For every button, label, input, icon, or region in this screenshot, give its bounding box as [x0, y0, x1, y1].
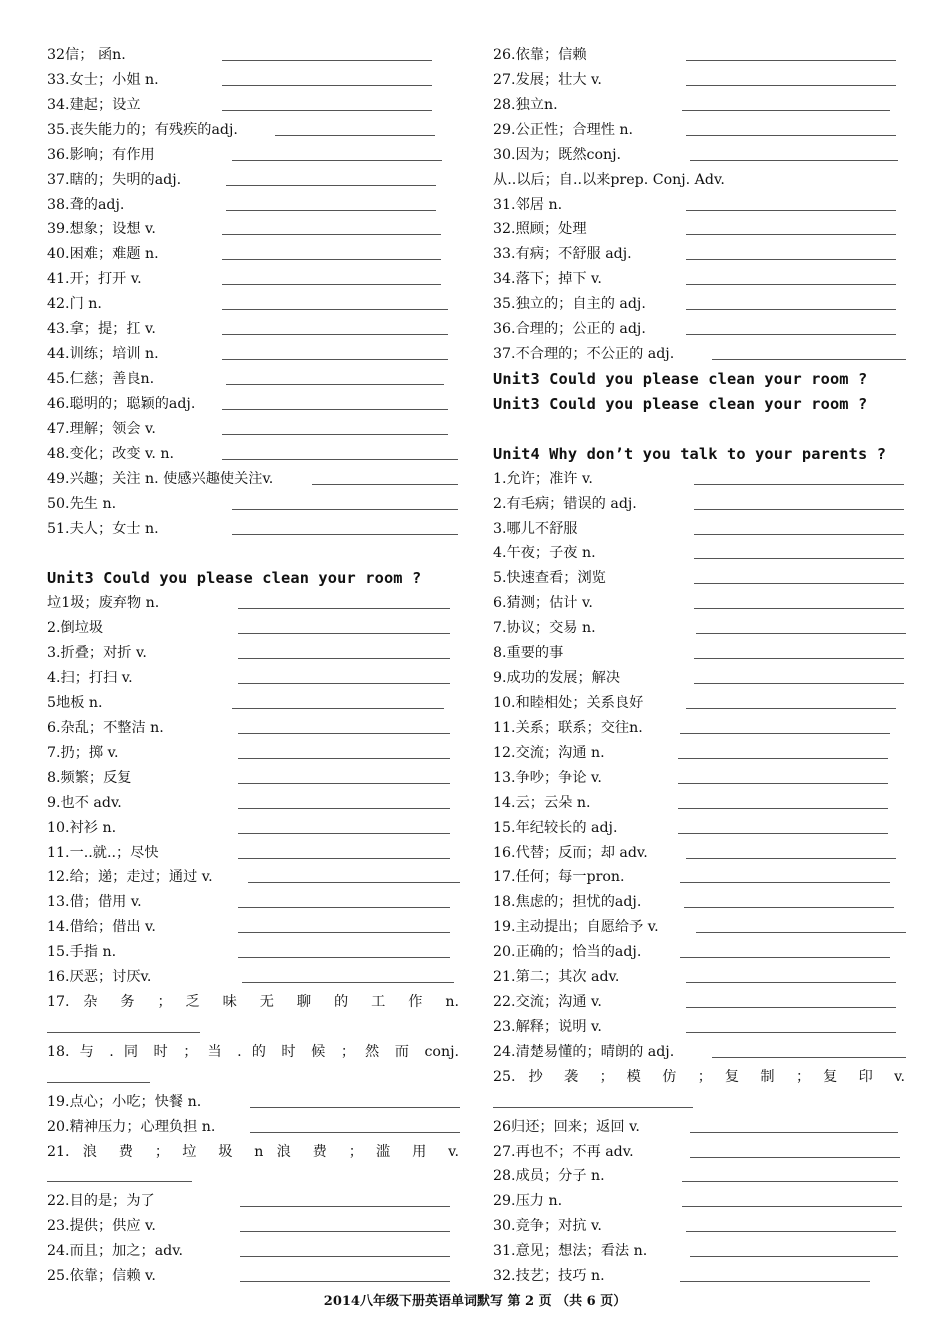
- answer-blank-line[interactable]: [248, 882, 460, 883]
- vocab-row: [493, 791, 905, 816]
- vocab-row: [493, 317, 905, 342]
- vocab-prompt: 20.精神压力；心理负担 n.: [47, 1118, 216, 1135]
- vocab-row: [493, 990, 905, 1015]
- vocab-row: [47, 417, 459, 442]
- vocab-row: [47, 1015, 459, 1040]
- answer-blank-line[interactable]: [690, 1132, 898, 1133]
- vocab-prompt: 26归还；回来；返回 v.: [493, 1118, 640, 1135]
- vocab-prompt: 14.借给；借出 v.: [47, 919, 156, 936]
- answer-blank-line[interactable]: [222, 110, 432, 111]
- vocab-prompt: 32信； 函n.: [47, 47, 126, 63]
- answer-blank-line[interactable]: [678, 783, 888, 784]
- answer-blank-line[interactable]: [690, 160, 898, 161]
- answer-blank-line[interactable]: [238, 833, 450, 834]
- answer-blank-line[interactable]: [47, 1032, 200, 1033]
- vocab-prompt: 35.丧失能力的；有残疾的adj.: [47, 121, 238, 138]
- vocab-prompt: 44.训练；培训 n.: [47, 346, 159, 363]
- answer-blank-line[interactable]: [222, 334, 448, 335]
- vocab-prompt: 4.午夜；子夜 n.: [493, 545, 596, 562]
- vocab-prompt: 5地板 n.: [47, 694, 103, 711]
- vocab-row: [47, 940, 459, 965]
- vocab-row: [47, 317, 459, 342]
- answer-blank-line[interactable]: [694, 534, 904, 535]
- answer-blank-line[interactable]: [686, 982, 896, 983]
- vocab-row: [47, 442, 459, 467]
- vocab-prompt: 从..以后；自..以来prep. Conj. Adv.: [493, 171, 725, 188]
- vocab-prompt: 39.想象；设想 v.: [47, 221, 156, 238]
- vocab-row: [493, 915, 905, 940]
- vocab-prompt: 32.技艺；技巧 n.: [493, 1268, 605, 1285]
- vocab-row: [47, 1115, 459, 1140]
- vocab-row: [493, 1189, 905, 1214]
- vocab-prompt: 17. 杂 务 ； 乏 味 无 聊 的 工 作 n.: [47, 994, 459, 1011]
- vocab-prompt: 33.有病；不舒服 adj.: [493, 246, 632, 263]
- answer-blank-line[interactable]: [238, 858, 450, 859]
- vocab-row: [47, 741, 459, 766]
- answer-blank-line[interactable]: [682, 110, 890, 111]
- vocab-row: [47, 666, 459, 691]
- answer-blank-line[interactable]: [690, 1157, 900, 1158]
- vocab-prompt: 21. 浪 费 ； 垃 圾 n 浪 费 ； 滥 用 v.: [47, 1143, 459, 1160]
- vocab-prompt: 31.邻居 n.: [493, 196, 563, 213]
- vocab-row: [493, 566, 905, 591]
- vocab-row: [47, 292, 459, 317]
- vocab-row: [47, 118, 459, 143]
- answer-blank-line[interactable]: [232, 509, 458, 510]
- vocab-prompt: 13.争吵；争论 v.: [493, 769, 602, 786]
- vocab-row: [493, 541, 905, 566]
- vocab-row: [493, 242, 905, 267]
- unit-heading: [493, 442, 905, 467]
- vocab-row: [493, 118, 905, 143]
- answer-blank-line[interactable]: [686, 309, 896, 310]
- answer-blank-line[interactable]: [686, 334, 896, 335]
- vocab-prompt: 36.影响；有作用: [47, 146, 155, 163]
- vocab-row: [47, 841, 459, 866]
- answer-blank-line[interactable]: [240, 1281, 450, 1282]
- vocab-prompt: 25. 抄 袭 ； 模 仿 ； 复 制 ； 复 印 v.: [493, 1068, 905, 1085]
- answer-blank-line[interactable]: [678, 808, 888, 809]
- vocab-prompt: 30.因为；既然conj.: [493, 146, 622, 163]
- vocab-prompt: 2.倒垃圾: [47, 620, 104, 637]
- vocab-row: [493, 890, 905, 915]
- vocab-row: [493, 1040, 905, 1065]
- answer-blank-line[interactable]: [686, 1032, 896, 1033]
- answer-blank-line[interactable]: [275, 135, 435, 136]
- answer-blank-line[interactable]: [682, 1181, 898, 1182]
- vocab-row: [493, 267, 905, 292]
- answer-blank-line[interactable]: [686, 1007, 896, 1008]
- answer-blank-line[interactable]: [47, 1181, 192, 1182]
- vocab-prompt: 49.兴趣；关注 n. 使感兴趣使关注v.: [47, 470, 274, 487]
- vocab-row: [47, 242, 459, 267]
- vocab-row: [493, 68, 905, 93]
- answer-blank-line[interactable]: [680, 1281, 870, 1282]
- answer-blank-line[interactable]: [222, 284, 441, 285]
- answer-blank-line[interactable]: [250, 1107, 460, 1108]
- vocab-row: [47, 1140, 459, 1165]
- answer-blank-line[interactable]: [686, 210, 896, 211]
- vocab-row: [493, 193, 905, 218]
- vocab-row: [493, 766, 905, 791]
- right-column: [493, 43, 905, 1289]
- answer-blank-line[interactable]: [694, 558, 904, 559]
- vocab-prompt: 21.第二；其次 adv.: [493, 969, 620, 986]
- answer-blank-line[interactable]: [226, 210, 436, 211]
- answer-blank-line[interactable]: [222, 359, 448, 360]
- vocab-row: [493, 591, 905, 616]
- vocab-row: [47, 890, 459, 915]
- answer-blank-line[interactable]: [678, 833, 888, 834]
- vocab-prompt: 1.允许；准许 v.: [493, 470, 593, 487]
- vocab-row: [47, 1239, 459, 1264]
- answer-blank-line[interactable]: [686, 135, 896, 136]
- unit-heading: [493, 392, 905, 417]
- vocab-row: [47, 865, 459, 890]
- vocab-prompt: 10.和睦相处；关系良好: [493, 694, 644, 711]
- vocab-prompt: 13.借；借用 v.: [47, 894, 142, 911]
- answer-blank-line[interactable]: [690, 1256, 898, 1257]
- answer-blank-line[interactable]: [238, 758, 450, 759]
- vocab-prompt: 19.点心；小吃；快餐 n.: [47, 1093, 202, 1110]
- vocab-row: [493, 616, 905, 641]
- vocab-prompt: 27.再也不；不再 adv.: [493, 1143, 634, 1160]
- answer-blank-line[interactable]: [694, 658, 904, 659]
- answer-blank-line[interactable]: [680, 882, 890, 883]
- answer-blank-line[interactable]: [712, 1057, 906, 1058]
- answer-blank-line[interactable]: [696, 932, 906, 933]
- vocab-row: [47, 143, 459, 168]
- answer-blank-line[interactable]: [686, 858, 896, 859]
- vocab-prompt: 40.困难；难题 n.: [47, 246, 159, 263]
- vocab-prompt: 11.关系；联系；交往n.: [493, 719, 643, 736]
- vocab-row: [47, 467, 459, 492]
- vocab-prompt: 11.一..就..；尽快: [47, 844, 159, 861]
- vocab-row: [47, 342, 459, 367]
- vocab-row: [47, 691, 459, 716]
- vocab-row: [493, 666, 905, 691]
- vocab-prompt: 35.独立的；自主的 adj.: [493, 296, 646, 313]
- page-footer: 2014八年级下册英语单词默写 第 2 页 （共 6 页）: [323, 1294, 627, 1309]
- answer-blank-line[interactable]: [240, 1206, 450, 1207]
- vocab-row: [47, 217, 459, 242]
- vocab-row: [47, 716, 459, 741]
- vocab-prompt: 9.也不 adv.: [47, 794, 122, 811]
- answer-blank-line[interactable]: [222, 459, 458, 460]
- vocab-prompt: 24.而且；加之；adv.: [47, 1243, 184, 1260]
- vocab-prompt: 2.有毛病；错误的 adj.: [493, 495, 637, 512]
- answer-blank-line[interactable]: [686, 60, 896, 61]
- vocab-row: [47, 168, 459, 193]
- answer-blank-line[interactable]: [712, 359, 906, 360]
- answer-blank-line[interactable]: [238, 957, 450, 958]
- answer-blank-line[interactable]: [222, 85, 432, 86]
- vocab-prompt: 31.意见；想法；看法 n.: [493, 1243, 648, 1260]
- vocab-row: [47, 915, 459, 940]
- vocab-prompt: 16.代替；反而；却 adv.: [493, 844, 648, 861]
- answer-blank-line[interactable]: [242, 982, 454, 983]
- vocab-row: [493, 217, 905, 242]
- vocab-prompt: 37.不合理的；不公正的 adj.: [493, 346, 675, 363]
- vocab-row: [493, 841, 905, 866]
- vocab-prompt: 34.建起；设立: [47, 96, 141, 113]
- answer-blank-line[interactable]: [240, 1231, 450, 1232]
- vocab-prompt: 51.夫人；女士 n.: [47, 520, 159, 537]
- vocab-row: [47, 492, 459, 517]
- vocab-prompt: 9.成功的发展；解决: [493, 670, 621, 687]
- answer-blank-line[interactable]: [694, 608, 904, 609]
- answer-blank-line[interactable]: [238, 633, 450, 634]
- vocab-prompt: 32.照顾；处理: [493, 221, 587, 238]
- answer-blank-line[interactable]: [250, 1132, 460, 1133]
- answer-blank-line[interactable]: [694, 509, 904, 510]
- vocab-prompt: 22.目的是；为了: [47, 1193, 155, 1210]
- answer-blank-line[interactable]: [222, 434, 448, 435]
- answer-blank-line[interactable]: [238, 608, 450, 609]
- vocab-row: [47, 591, 459, 616]
- left-column: [47, 43, 459, 1289]
- vocab-row: [493, 1214, 905, 1239]
- vocab-prompt: 8.重要的事: [493, 645, 564, 662]
- vocab-prompt: 3.哪儿不舒服: [493, 520, 578, 537]
- unit-heading-text: Unit3 Could you please clean your room ?: [493, 394, 868, 413]
- vocab-row: [47, 766, 459, 791]
- answer-blank-line[interactable]: [222, 234, 441, 235]
- vocab-row: [493, 93, 905, 118]
- vocab-prompt: 29.公正性；合理性 n.: [493, 121, 634, 138]
- answer-blank-line[interactable]: [312, 484, 458, 485]
- vocab-prompt: 47.理解；领会 v.: [47, 420, 156, 437]
- vocab-row: [493, 716, 905, 741]
- vocab-prompt: 10.衬衫 n.: [47, 819, 117, 836]
- vocab-prompt: 28.成员；分子 n.: [493, 1168, 605, 1185]
- vocab-prompt: 7.扔；掷 v.: [47, 744, 119, 761]
- vocab-prompt: 28.独立n.: [493, 96, 558, 113]
- unit-heading: [493, 367, 905, 392]
- vocab-prompt: 6.杂乱；不整洁 n.: [47, 719, 164, 736]
- answer-blank-line[interactable]: [686, 259, 896, 260]
- answer-blank-line[interactable]: [680, 957, 890, 958]
- vocab-prompt: 6.猜测；估计 v.: [493, 595, 593, 612]
- vocab-prompt: 33.女士；小姐 n.: [47, 71, 159, 88]
- answer-blank-line[interactable]: [238, 932, 450, 933]
- vocab-prompt: 17.任何；每一pron.: [493, 869, 625, 886]
- answer-blank-line[interactable]: [238, 683, 450, 684]
- vocab-prompt: 23.提供；供应 v.: [47, 1218, 156, 1235]
- unit-heading-text: Unit3 Could you please clean your room ?: [47, 569, 422, 588]
- vocab-row: [493, 467, 905, 492]
- vocab-row: [47, 541, 459, 566]
- vocab-prompt: 26.依靠；信赖: [493, 47, 587, 63]
- vocab-prompt: 25.依靠；信赖 v.: [47, 1268, 156, 1285]
- vocab-row: [47, 1090, 459, 1115]
- vocab-row: [47, 616, 459, 641]
- answer-blank-line[interactable]: [696, 633, 906, 634]
- vocab-prompt: 19.主动提出；自愿给予 v.: [493, 919, 659, 936]
- vocab-row: [493, 1264, 905, 1289]
- vocab-prompt: 46.聪明的；聪颖的adj.: [47, 395, 196, 412]
- vocab-row: [47, 68, 459, 93]
- vocab-prompt: 12.交流；沟通 n.: [493, 744, 605, 761]
- vocab-prompt: 50.先生 n.: [47, 495, 117, 512]
- vocab-row: [47, 367, 459, 392]
- vocab-prompt: 8.频繁；反复: [47, 769, 132, 786]
- vocab-row: [493, 865, 905, 890]
- vocab-prompt: 29.压力 n.: [493, 1193, 563, 1210]
- answer-blank-line[interactable]: [694, 484, 904, 485]
- vocab-prompt: 37.瞎的；失明的adj.: [47, 171, 182, 188]
- vocab-row: [493, 816, 905, 841]
- answer-blank-line[interactable]: [680, 733, 890, 734]
- vocab-row: [47, 1040, 459, 1065]
- vocab-prompt: 4.扫；打扫 v.: [47, 670, 133, 687]
- answer-blank-line[interactable]: [222, 259, 441, 260]
- vocab-row: [493, 417, 905, 442]
- vocab-row: [493, 1164, 905, 1189]
- answer-blank-line[interactable]: [232, 534, 458, 535]
- unit-heading-text: Unit3 Could you please clean your room ?: [493, 369, 868, 388]
- vocab-prompt: 23.解释；说明 v.: [493, 1018, 602, 1035]
- answer-blank-line[interactable]: [686, 234, 896, 235]
- vocab-row: [47, 1065, 459, 1090]
- vocab-prompt: 38.聋的adj.: [47, 196, 125, 213]
- vocab-prompt: 14.云；云朵 n.: [493, 794, 591, 811]
- vocab-prompt: 垃1圾；废弃物 n.: [47, 595, 160, 612]
- answer-blank-line[interactable]: [238, 658, 450, 659]
- vocab-row: [47, 43, 459, 68]
- answer-blank-line[interactable]: [222, 309, 448, 310]
- vocab-prompt: 20.正确的；恰当的adj.: [493, 944, 642, 961]
- vocab-row: [493, 641, 905, 666]
- vocab-prompt: 34.落下；掉下 v.: [493, 271, 602, 288]
- vocab-prompt: 48.变化；改变 v. n.: [47, 445, 175, 462]
- vocab-prompt: 15.手指 n.: [47, 944, 117, 961]
- vocab-row: [493, 965, 905, 990]
- vocab-prompt: 42.门 n.: [47, 296, 102, 313]
- vocab-row: [493, 1065, 905, 1090]
- vocab-row: [493, 168, 905, 193]
- vocab-row: [47, 791, 459, 816]
- vocab-row: [493, 143, 905, 168]
- answer-blank-line[interactable]: [682, 1206, 902, 1207]
- vocab-row: [47, 1189, 459, 1214]
- answer-blank-line[interactable]: [226, 185, 436, 186]
- vocab-prompt: 15.年纪较长的 adj.: [493, 819, 618, 836]
- vocab-prompt: 7.协议；交易 n.: [493, 620, 596, 637]
- vocab-row: [493, 1239, 905, 1264]
- unit-heading-text: Unit4 Why don’t you talk to your parents ?: [493, 444, 887, 463]
- vocab-prompt: 5.快速查看；浏览: [493, 570, 606, 587]
- vocab-row: [47, 1164, 459, 1189]
- answer-blank-line[interactable]: [232, 160, 442, 161]
- answer-blank-line[interactable]: [232, 708, 444, 709]
- answer-blank-line[interactable]: [678, 758, 888, 759]
- answer-blank-line[interactable]: [238, 907, 450, 908]
- answer-blank-line[interactable]: [226, 384, 444, 385]
- answer-blank-line[interactable]: [684, 907, 894, 908]
- answer-blank-line[interactable]: [238, 733, 450, 734]
- vocab-prompt: 22.交流；沟通 v.: [493, 994, 602, 1011]
- vocab-prompt: 27.发展；壮大 v.: [493, 71, 602, 88]
- answer-blank-line[interactable]: [686, 708, 896, 709]
- vocab-row: [47, 816, 459, 841]
- vocab-row: [47, 1264, 459, 1289]
- vocab-row: [47, 965, 459, 990]
- vocab-row: [493, 741, 905, 766]
- vocab-prompt: 24.清楚易懂的；晴朗的 adj.: [493, 1043, 675, 1060]
- vocab-row: [493, 1140, 905, 1165]
- answer-blank-line[interactable]: [222, 60, 432, 61]
- answer-blank-line[interactable]: [694, 683, 904, 684]
- vocab-row: [47, 990, 459, 1015]
- vocab-prompt: 36.合理的；公正的 adj.: [493, 321, 646, 338]
- answer-blank-line[interactable]: [240, 1256, 450, 1257]
- vocab-row: [493, 517, 905, 542]
- vocab-row: [493, 1090, 905, 1115]
- answer-blank-line[interactable]: [686, 85, 896, 86]
- vocab-row: [47, 193, 459, 218]
- answer-blank-line[interactable]: [493, 1107, 693, 1108]
- answer-blank-line[interactable]: [238, 808, 450, 809]
- vocab-row: [47, 517, 459, 542]
- answer-blank-line[interactable]: [694, 583, 904, 584]
- vocab-prompt: 45.仁慈；善良n.: [47, 370, 155, 387]
- answer-blank-line[interactable]: [222, 409, 448, 410]
- vocab-row: [493, 691, 905, 716]
- vocab-row: [47, 392, 459, 417]
- answer-blank-line[interactable]: [47, 1082, 150, 1083]
- vocab-prompt: 3.折叠；对折 v.: [47, 645, 147, 662]
- unit-heading: [47, 566, 459, 591]
- vocab-row: [493, 292, 905, 317]
- vocab-prompt: 43.拿；提；扛 v.: [47, 321, 156, 338]
- vocab-row: [493, 492, 905, 517]
- answer-blank-line[interactable]: [686, 284, 896, 285]
- vocab-row: [493, 43, 905, 68]
- answer-blank-line[interactable]: [238, 783, 450, 784]
- vocab-prompt: 18.焦虑的；担忧的adj.: [493, 894, 642, 911]
- vocab-row: [47, 93, 459, 118]
- answer-blank-line[interactable]: [686, 1231, 896, 1232]
- vocab-prompt: 41.开；打开 v.: [47, 271, 142, 288]
- vocab-row: [47, 1214, 459, 1239]
- vocab-row: [47, 641, 459, 666]
- vocab-row: [47, 267, 459, 292]
- vocab-prompt: 18. 与 . 同 时 ； 当 . 的 时 候 ； 然 而 conj.: [47, 1043, 459, 1060]
- vocab-prompt: 16.厌恶；讨厌v.: [47, 969, 152, 986]
- vocab-prompt: 30.竞争；对抗 v.: [493, 1218, 602, 1235]
- vocab-row: [493, 342, 905, 367]
- vocab-row: [493, 1115, 905, 1140]
- vocab-row: [493, 1015, 905, 1040]
- vocab-row: [493, 940, 905, 965]
- vocab-prompt: 12.给；递；走过；通过 v.: [47, 869, 213, 886]
